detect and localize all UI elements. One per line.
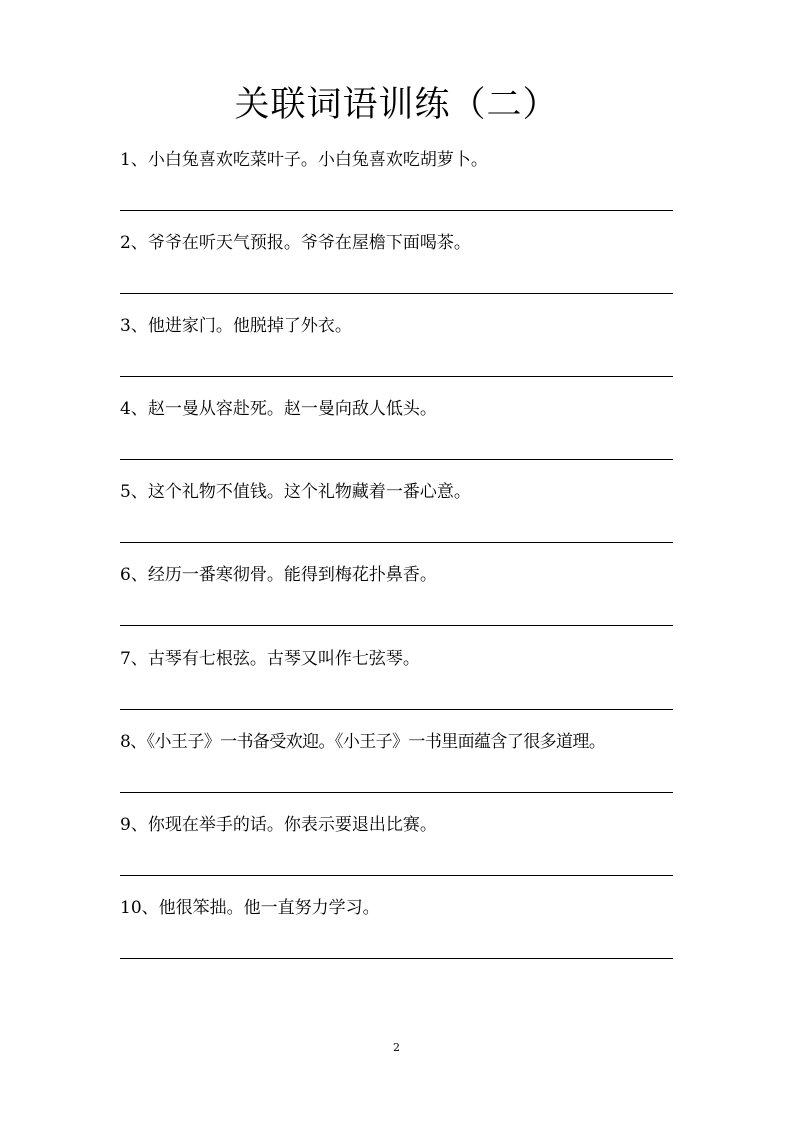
answer-line[interactable]	[120, 792, 673, 793]
page-number: 2	[393, 1041, 400, 1054]
exercise-prompt: 7、古琴有七根弦。古琴又叫作七弦琴。	[120, 649, 420, 669]
exercise-prompt: 10、他很笨拙。他一直努力学习。	[120, 898, 380, 918]
answer-line[interactable]	[120, 875, 673, 876]
exercise-item	[120, 397, 673, 421]
page-title: 关联词语训练（二）	[234, 85, 559, 125]
answer-line[interactable]	[120, 459, 673, 460]
exercise-prompt: 6、经历一番寒彻骨。能得到梅花扑鼻香。	[120, 565, 437, 585]
exercise-item	[120, 730, 673, 754]
exercise-prompt: 1、小白兔喜欢吃菜叶子。小白兔喜欢吃胡萝卜。	[120, 150, 488, 170]
exercise-item	[120, 563, 673, 587]
exercise-item	[120, 231, 673, 255]
exercise-prompt: 3、他进家门。他脱掉了外衣。	[120, 316, 352, 336]
exercise-prompt: 8、《小王子》一书备受欢迎。《小王子》一书里面蕴含了很多道理。	[120, 732, 606, 752]
answer-line[interactable]	[120, 293, 673, 294]
answer-line[interactable]	[120, 625, 673, 626]
answer-line[interactable]	[120, 210, 673, 211]
answer-line[interactable]	[120, 542, 673, 543]
exercise-item	[120, 647, 673, 671]
answer-line[interactable]	[120, 709, 673, 710]
exercise-item	[120, 896, 673, 920]
exercise-item	[120, 480, 673, 504]
exercise-prompt: 4、赵一曼从容赴死。赵一曼向敌人低头。	[120, 399, 437, 419]
exercise-item	[120, 314, 673, 338]
answer-line[interactable]	[120, 376, 673, 377]
exercise-item	[120, 813, 673, 837]
answer-line[interactable]	[120, 958, 673, 959]
exercise-prompt: 2、爷爷在听天气预报。爷爷在屋檐下面喝茶。	[120, 233, 471, 253]
exercise-item	[120, 148, 673, 172]
exercise-prompt: 5、这个礼物不值钱。这个礼物藏着一番心意。	[120, 482, 471, 502]
exercise-prompt: 9、你现在举手的话。你表示要退出比赛。	[120, 815, 437, 835]
